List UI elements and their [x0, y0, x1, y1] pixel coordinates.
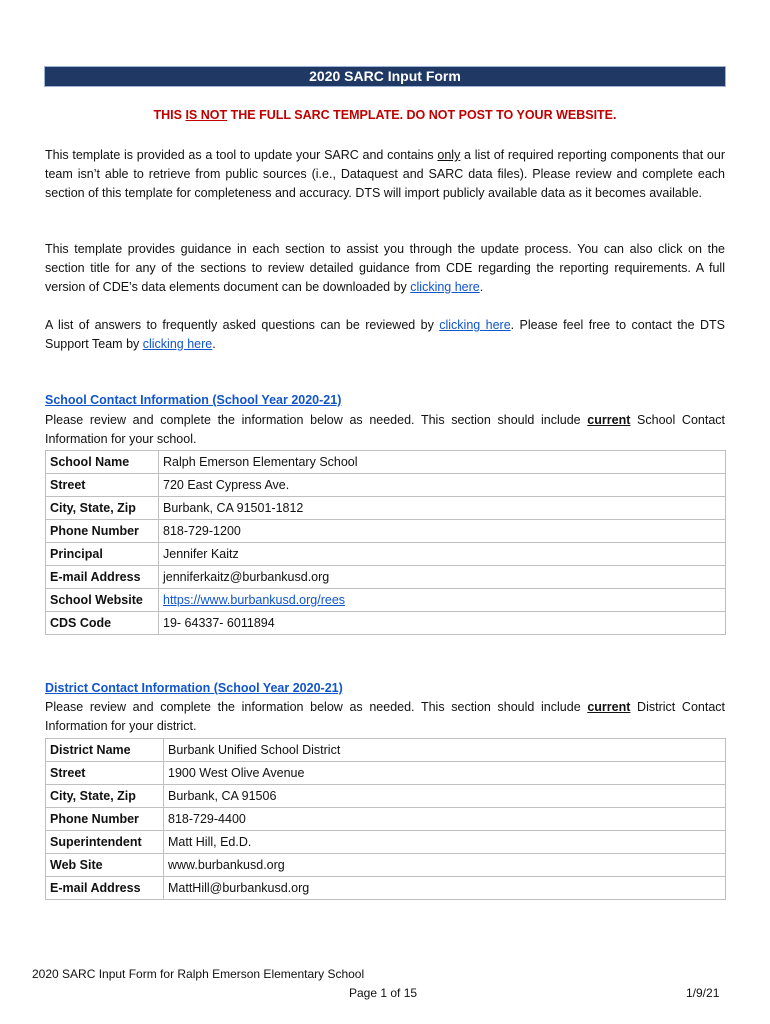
field-value[interactable]: jenniferkaitz@burbankusd.org: [159, 566, 726, 589]
district-desc-text-b: District Contact Information for your district.: [45, 700, 725, 733]
table-row: [46, 831, 726, 854]
field-value[interactable]: Burbank, CA 91501-1812: [159, 497, 726, 520]
field-value[interactable]: Matt Hill, Ed.D.: [164, 831, 726, 854]
district-section-description: [45, 698, 725, 736]
district-contact-table: [45, 738, 726, 900]
faq-link[interactable]: clicking here: [439, 318, 511, 332]
field-label: E-mail Address: [46, 877, 164, 900]
intro-p3-text-a: A list of answers to frequently asked questions can be reviewed by: [45, 318, 440, 332]
school-desc-text-a: Please review and complete the information below as needed. This section should include: [45, 413, 588, 427]
district-desc-emphasis: current: [587, 700, 631, 714]
warning-text-emphasis: IS NOT: [185, 108, 228, 122]
field-value[interactable]: 818-729-4400: [164, 808, 726, 831]
school-section-title[interactable]: School Contact Information (School Year 2020-21): [45, 393, 342, 407]
table-row: [46, 877, 726, 900]
field-label: City, State, Zip: [46, 497, 159, 520]
table-row: [46, 474, 726, 497]
table-row: [46, 854, 726, 877]
intro-paragraph-2: [45, 240, 725, 297]
field-value[interactable]: 1900 West Olive Avenue: [164, 762, 726, 785]
table-row: [46, 451, 726, 474]
field-label: Phone Number: [46, 520, 159, 543]
field-label: Street: [46, 762, 164, 785]
intro-p1-emphasis: only: [437, 148, 461, 162]
field-label: CDS Code: [46, 612, 159, 635]
intro-p3-text-c: .: [212, 337, 216, 351]
field-value[interactable]: Jennifer Kaitz: [159, 543, 726, 566]
school-desc-text-b: School Contact Information for your school.: [45, 413, 726, 446]
table-row: [46, 762, 726, 785]
school-contact-table: [45, 450, 726, 635]
school-section-description: [45, 411, 725, 449]
table-row: [46, 543, 726, 566]
table-row: [46, 566, 726, 589]
footer-date: 1/9/21: [686, 986, 720, 1000]
field-value[interactable]: MattHill@burbankusd.org: [164, 877, 726, 900]
field-label: District Name: [46, 739, 164, 762]
field-value[interactable]: 818-729-1200: [159, 520, 726, 543]
intro-p3-text-b: . Please feel free to contact the DTS Support Team by: [45, 318, 725, 351]
field-value[interactable]: www.burbankusd.org: [164, 854, 726, 877]
field-label: Street: [46, 474, 159, 497]
field-label: E-mail Address: [46, 566, 159, 589]
warning-text-post: THE FULL SARC TEMPLATE. DO NOT POST TO YOUR WEBSITE.: [227, 108, 617, 122]
field-value[interactable]: Ralph Emerson Elementary School: [159, 451, 726, 474]
table-row: [46, 785, 726, 808]
intro-paragraph-1: [45, 146, 725, 203]
table-row: [46, 497, 726, 520]
intro-p2-text-a: This template provides guidance in each section to assist you through the update process. You can also click on the section title for any of the sections to review detailed guidance from CDE regarding the reporting requirements. A full version of CDE’s data elements document can be downloaded by: [45, 242, 725, 294]
form-title: 2020 SARC Input Form: [44, 66, 726, 87]
field-label: Principal: [46, 543, 159, 566]
field-value[interactable]: [159, 589, 726, 612]
field-value[interactable]: 19- 64337- 6011894: [159, 612, 726, 635]
table-row: [46, 808, 726, 831]
field-value[interactable]: Burbank, CA 91506: [164, 785, 726, 808]
warning-text-pre: THIS: [153, 108, 186, 122]
field-value[interactable]: Burbank Unified School District: [164, 739, 726, 762]
footer-page-number: Page 1 of 15: [349, 986, 418, 1000]
intro-p1-text-a: This template is provided as a tool to update your SARC and contains: [45, 148, 438, 162]
field-label: School Website: [46, 589, 159, 612]
warning-banner: [44, 108, 726, 122]
footer-document-name: 2020 SARC Input Form for Ralph Emerson Elementary School: [32, 967, 365, 981]
table-row: [46, 612, 726, 635]
field-label: City, State, Zip: [46, 785, 164, 808]
dts-support-link[interactable]: clicking here: [142, 337, 213, 351]
district-desc-text-a: Please review and complete the information below as needed. This section should include: [45, 700, 588, 714]
field-label: Web Site: [46, 854, 164, 877]
intro-p2-text-b: .: [479, 280, 484, 294]
cde-document-link[interactable]: clicking here: [410, 280, 480, 294]
school-desc-emphasis: current: [587, 413, 631, 427]
table-row: [46, 520, 726, 543]
intro-p1-text-b: a list of required reporting components that our team isn’t able to retrieve from public sources (i.e., Dataquest and SARC data files). Please review and complete each section of this template for completeness and accuracy. DTS will import publicly available data as it becomes available.: [45, 148, 725, 200]
table-row: [46, 739, 726, 762]
field-value[interactable]: 720 East Cypress Ave.: [159, 474, 726, 497]
field-label: School Name: [46, 451, 159, 474]
intro-paragraph-3: [45, 316, 725, 354]
field-label: Superintendent: [46, 831, 164, 854]
district-section-title[interactable]: District Contact Information (School Year 2020-21): [45, 681, 343, 695]
school-website-link[interactable]: https://www.burbankusd.org/rees: [163, 593, 346, 607]
field-label: Phone Number: [46, 808, 164, 831]
table-row: [46, 589, 726, 612]
